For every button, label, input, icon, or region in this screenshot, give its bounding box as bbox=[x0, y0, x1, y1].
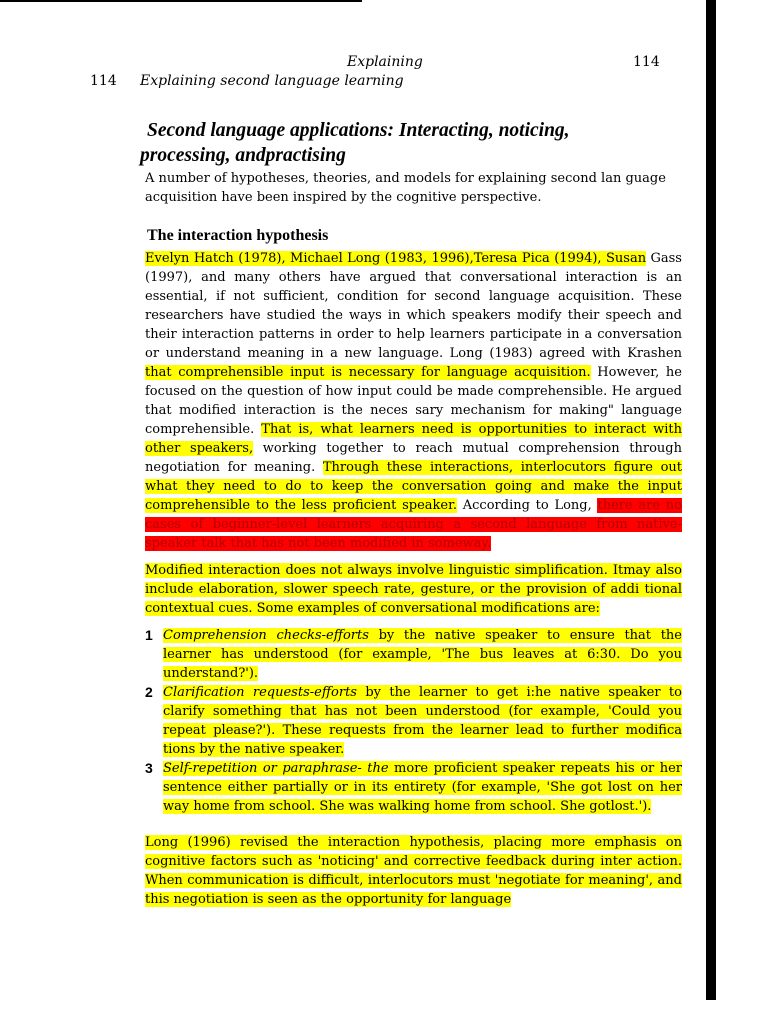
list-item-text bbox=[163, 685, 682, 757]
list-item bbox=[145, 759, 682, 816]
text-run: According to Long, bbox=[457, 498, 598, 513]
running-title: Explaining bbox=[347, 54, 423, 70]
section-title-line-1: Second language applications: Interacting, noticing, bbox=[147, 120, 570, 141]
revision-paragraph bbox=[145, 833, 682, 909]
running-page-number: 114 bbox=[633, 54, 660, 70]
modified-interaction-paragraph bbox=[145, 561, 682, 618]
text-run: Gass (1997), and many others have argued that conversational interaction is an essential, if not sufficient, condition for second language acquisition. These researchers have studied the ways in which speakers modify their speech and their interaction patterns in order to help learners participate in a conversation or understand meaning in a new language. Long (1983) agreed with Krashen bbox=[145, 251, 682, 361]
list-item-text bbox=[163, 628, 682, 681]
text-run: However, he focused on the question of how input could be made comprehensible. He argued that modified interaction is the neces sary mechanism for making" language comprehensible. bbox=[145, 365, 682, 437]
highlight-red-claim: there are no cases of beginner-level learners acquiring a second language from native-speaker talk that has not been modified in someway. bbox=[145, 498, 682, 551]
page-edge-bar bbox=[706, 0, 716, 1000]
top-rule bbox=[0, 0, 362, 2]
list-desc: more proficient speaker repeats his or her sentence either partially or in its entirety (for example, 'She got lost on her way home from school. She was walking home from school. She gotlost.'). bbox=[163, 761, 682, 814]
list-number: 1 bbox=[145, 627, 153, 643]
list-term: Clarification requests-efforts bbox=[163, 685, 357, 700]
subsection-heading: The interaction hypothesis bbox=[147, 227, 329, 244]
list-number: 2 bbox=[145, 684, 153, 700]
list-desc: by the learner to get i:he native speaker to clarify something that has not been understood (for example, 'Could you repeat please?'). These requests from the learner lead to further modifica tions by the native speaker. bbox=[163, 685, 682, 757]
highlight-authors: Evelyn Hatch (1978), Michael Long (1983, 1996),Teresa Pica (1994), Susan bbox=[145, 251, 647, 266]
intro-paragraph: A number of hypotheses, theories, and models for explaining second lan guage acquisition have been inspired by the cognitive perspective. bbox=[145, 171, 666, 205]
highlight-interactions: Through these interactions, interlocutors figure out what they need to do to keep the conversation going and make the input comprehensible to the less proficient speaker. bbox=[145, 460, 682, 513]
list-number: 3 bbox=[145, 760, 153, 776]
section-title-line-2: processing, andpractising bbox=[140, 145, 346, 166]
section-title bbox=[140, 118, 700, 168]
list-item bbox=[145, 683, 682, 759]
highlight-revision: Long (1996) revised the interaction hypothesis, placing more emphasis on cognitive factors such as 'noticing' and corrective feedback during inter action. When communication is difficult, interlocutors must 'negotiate for meaning', and this negotiation is seen as the opportunity for language bbox=[145, 835, 682, 907]
list-item bbox=[145, 626, 682, 683]
list-desc: by the native speaker to ensure that the learner has understood (for example, 'The bus leaves at 6:30. Do you understand?'). bbox=[163, 628, 682, 681]
modifications-list bbox=[145, 626, 682, 816]
highlight-comprehensible-input: that comprehensible input is necessary for language acquisition. bbox=[145, 365, 591, 380]
page-number: 114 bbox=[90, 73, 117, 89]
interaction-paragraph bbox=[145, 249, 682, 553]
highlight-modified-interaction: Modified interaction does not always involve linguistic simplification. Itmay also include elaboration, slower speech rate, gesture, or the provision of addi tional contextual cues. Some examples of conversational modifications are: bbox=[145, 563, 682, 616]
list-term: Self-repetition or paraphrase- the bbox=[163, 761, 389, 776]
list-term: Comprehension checks-efforts bbox=[163, 628, 369, 643]
list-item-text bbox=[163, 761, 682, 814]
chapter-subtitle: Explaining second language learning bbox=[140, 73, 404, 89]
text-run: working together to reach mutual comprehension through negotiation for meaning. bbox=[145, 441, 682, 475]
highlight-opportunities: That is, what learners need is opportunities to interact with other speakers, bbox=[145, 422, 682, 456]
